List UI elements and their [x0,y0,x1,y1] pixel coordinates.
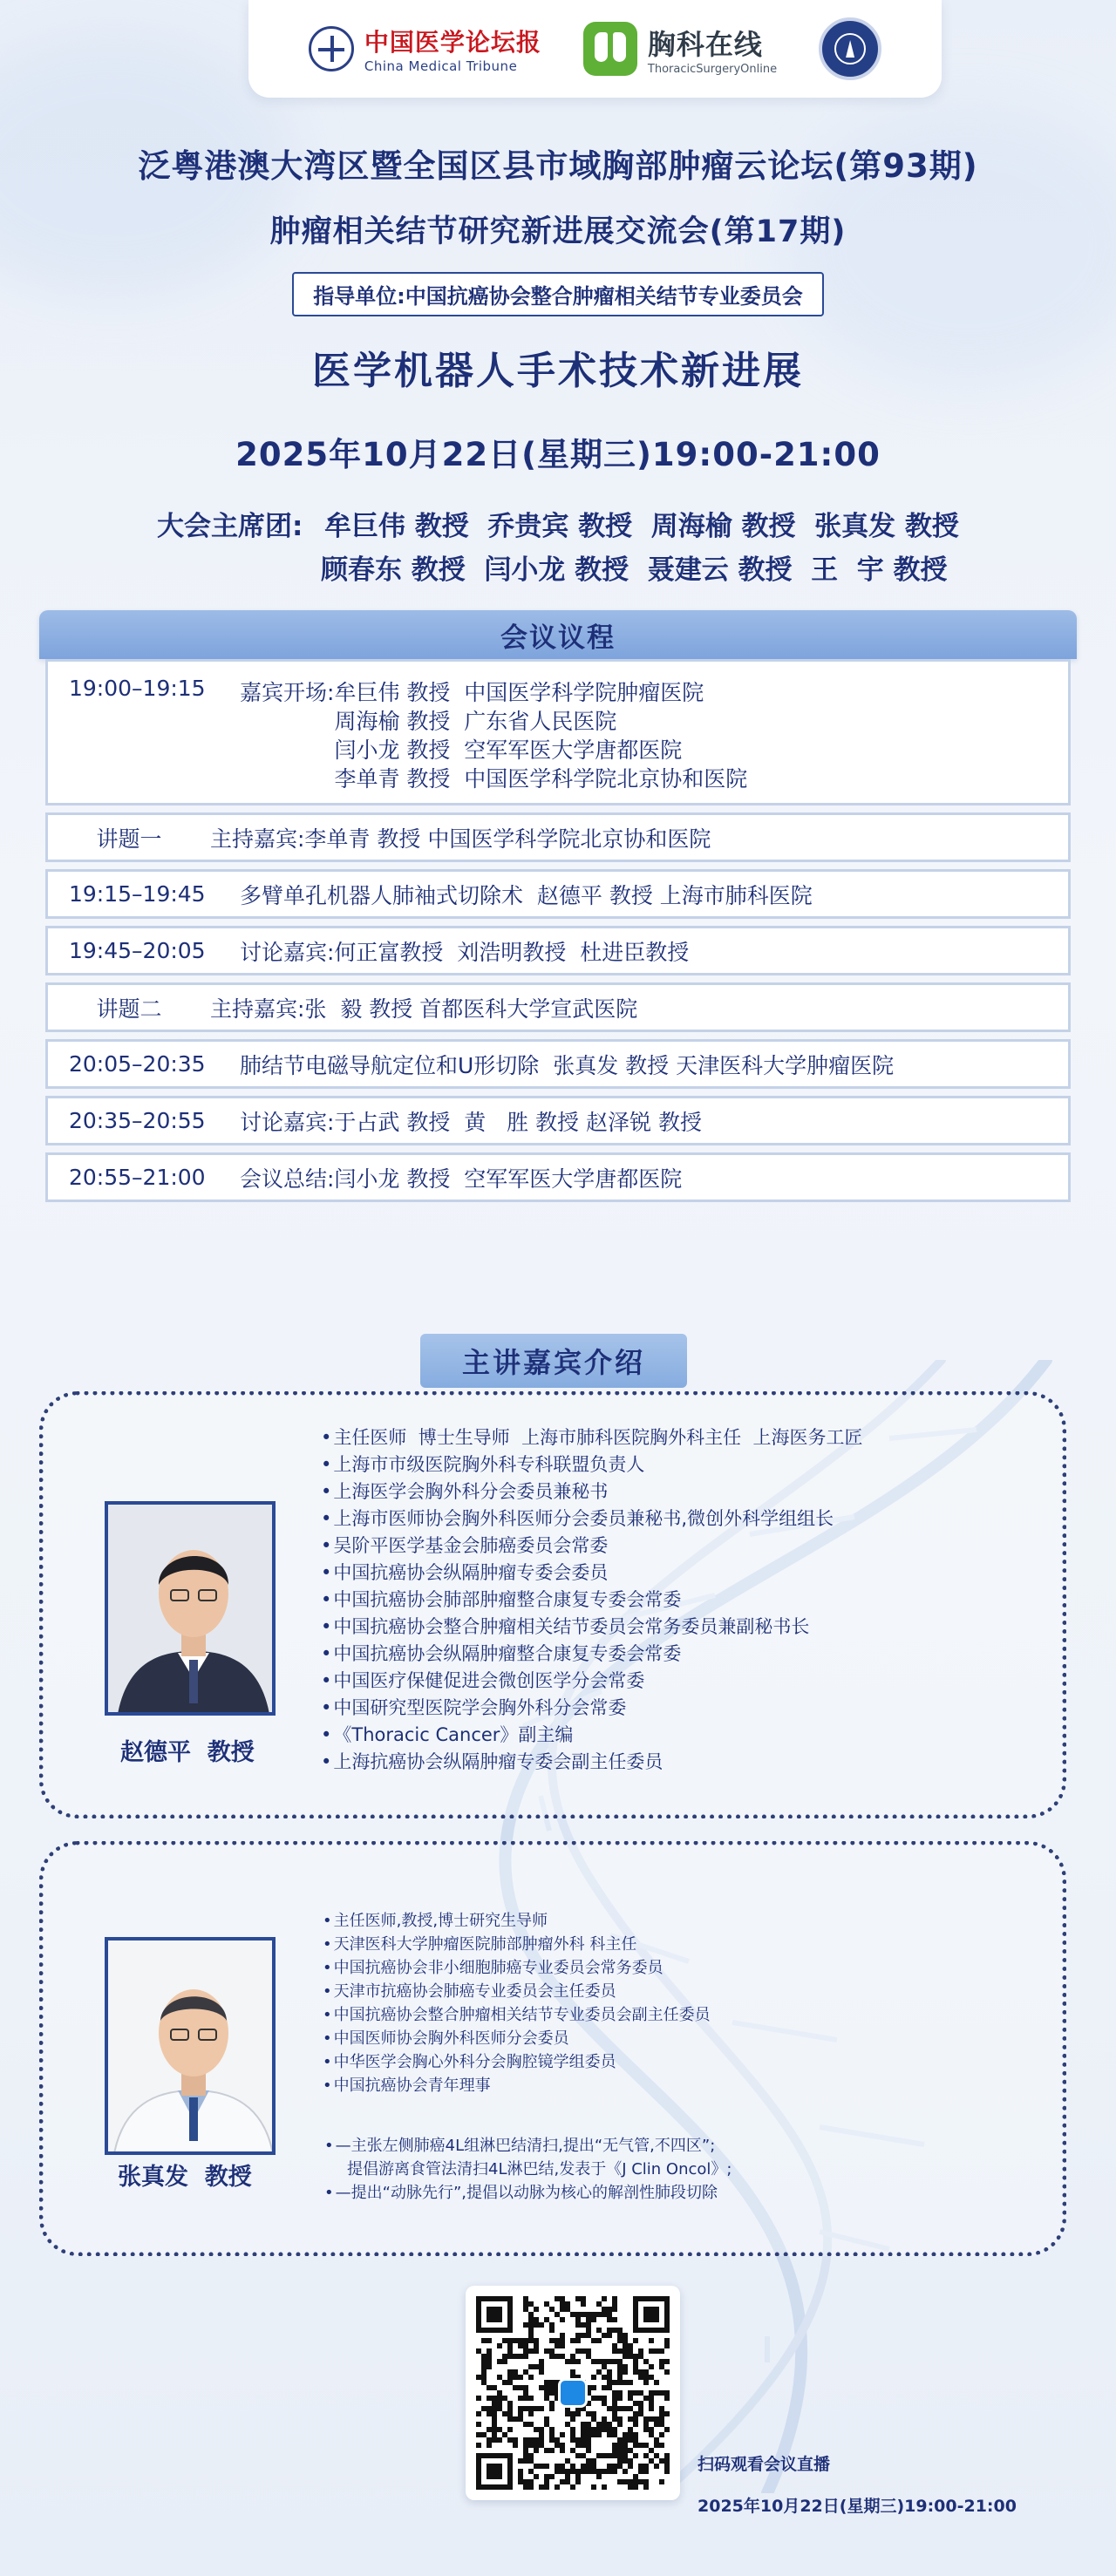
opening-speaker: 闫小龙 教授 空军军医大学唐都医院 [334,737,683,763]
agenda-time: 19:45–20:05 [69,938,206,963]
globe-icon [309,26,354,71]
agenda-table [45,659,1071,1209]
agenda-desc: 肺结节电磁导航定位和U形切除 张真发 教授 天津医科大学肿瘤医院 [240,1052,895,1078]
agenda-time: 20:55–21:00 [69,1165,206,1190]
presidium-label: 大会主席团: [157,510,303,542]
qr-caption: 扫码观看会议直播 [698,2455,831,2474]
guidance-unit: 指导单位:中国抗癌协会整合肿瘤相关结节专业委员会 [292,272,824,316]
person-portrait-icon [108,1505,276,1716]
logo-bar [248,0,942,98]
bio-item: • 上海医学会胸外科分会委员兼秘书 [321,1478,862,1505]
agenda-desc: 主持嘉宾:李单青 教授 中国医学科学院北京协和医院 [210,826,711,852]
agenda-time: 19:15–19:45 [69,881,206,907]
bio-item: • 中国抗癌协会纵隔肿瘤整合康复专委会常委 [321,1640,862,1667]
agenda-time: 20:05–20:35 [69,1051,206,1077]
achievement-item: 提倡游离食管法清扫4L淋巴结,发表于《J Clin Oncol》; [347,2160,732,2178]
presidium-line2: 顾春东 教授 闫小龙 教授 聂建云 教授 王 宇 教授 [321,554,948,586]
bio-item: • 《Thoracic Cancer》副主编 [321,1721,862,1748]
presidium [157,501,1029,588]
bio-item: • 中国抗癌协会整合肿瘤相关结节专业委员会副主任委员 [323,2002,711,2026]
agenda-time: 20:35–20:55 [69,1108,206,1133]
bio-item: • 中华医学会胸心外科分会胸腔镜学组委员 [323,2049,711,2073]
logo-name-en: China Medical Tribune [364,58,518,74]
bio-item: • 中国抗癌协会青年理事 [323,2073,711,2097]
speaker-card [39,1391,1066,1818]
bio-item: • 中国抗癌协会整合肿瘤相关结节委员会常务委员兼副秘书长 [321,1613,862,1640]
bio-item: • 中国抗癌协会非小细胞肺癌专业委员会常务委员 [323,1955,711,1979]
agenda-row [45,1039,1071,1089]
agenda-row-opening [45,659,1071,805]
society-emblem-logo [819,17,881,80]
logo-name-en: ThoracicSurgeryOnline [647,62,778,76]
live-app-icon [558,2378,588,2408]
event-title-line2: 肿瘤相关结节研究新进展交流会(第17期) [269,214,847,249]
china-medical-tribune-logo [309,24,541,74]
agenda-desc: 讨论嘉宾:于占武 教授 黄 胜 教授 赵泽锐 教授 [240,1109,702,1135]
logo-name-cn: 中国医学论坛报 [364,28,541,57]
thoracic-surgery-online-logo [583,22,777,76]
bio-item: • 天津市抗癌协会肺癌专业委员会主任委员 [323,1979,711,2002]
opening-speaker: 李单青 教授 中国医学科学院北京协和医院 [334,766,748,792]
bio-item: • 上海市医师协会胸外科医师分会委员兼秘书,微创外科学组组长 [321,1505,862,1532]
speaker-bio-list [321,1424,862,1775]
bio-item: • 中国抗癌协会肺部肿瘤整合康复专委会常委 [321,1586,862,1613]
speaker-achievements [324,2133,732,2204]
presidium-line1: 牟巨伟 教授 乔贵宾 教授 周海榆 教授 张真发 教授 [324,510,959,542]
agenda-row [45,869,1071,919]
lung-icon [583,22,637,76]
bio-item: • 主任医师 博士生导师 上海市肺科医院胸外科主任 上海医务工匠 [321,1424,862,1451]
event-titles [0,139,1116,475]
achievement-item: • —提出“动脉先行”,提倡以动脉为核心的解剖性肺段切除 [324,2180,732,2204]
speaker-name: 张真发 教授 [118,2164,252,2191]
bio-item: • 主任医师,教授,博士研究生导师 [323,1908,711,1932]
opening-speaker: 周海榆 教授 广东省人民医院 [334,709,617,734]
logo-name-cn: 胸科在线 [647,27,763,61]
agenda-row [45,982,1071,1032]
event-theme: 医学机器人手术技术新进展 [312,349,804,393]
agenda-heading: 会议议程 [39,610,1077,659]
bio-item: • 吴阶平医学基金会肺癌委员会常委 [321,1532,862,1559]
agenda-row [45,1152,1071,1202]
speaker-photo [105,1937,276,2155]
agenda-time: 讲题一 [96,826,162,852]
event-datetime: 2025年10月22日(星期三)19:00-21:00 [235,436,881,473]
bio-item: • 上海抗癌协会纵隔肿瘤专委会副主任委员 [321,1748,862,1775]
opening-label: 嘉宾开场: [240,680,335,705]
agenda-row [45,1096,1071,1145]
achievement-item: • —主张左侧肺癌4L组淋巴结清扫,提出“无气管,不四区”; [324,2133,732,2157]
bio-item: • 中国医疗保健促进会微创医学分会常委 [321,1667,862,1694]
bio-item: • 上海市市级医院胸外科专科联盟负责人 [321,1451,862,1478]
bio-item: • 中国研究型医院学会胸外科分会常委 [321,1694,862,1721]
qr-code[interactable] [466,2286,680,2500]
opening-speaker: 牟巨伟 教授 中国医学科学院肿瘤医院 [334,680,704,705]
agenda-row [45,926,1071,975]
speaker-name: 赵德平 教授 [120,1739,255,1766]
bio-item: • 中国医师协会胸外科医师分会委员 [323,2026,711,2049]
bio-item: • 天津医科大学肿瘤医院肺部肿瘤外科 科主任 [323,1932,711,1955]
speaker-photo [105,1501,276,1716]
agenda-row [45,812,1071,862]
agenda-desc: 主持嘉宾:张 毅 教授 首都医科大学宣武医院 [210,996,638,1022]
agenda-time: 19:00–19:15 [69,676,206,701]
speaker-bio-list [323,1908,711,2097]
event-title-line1: 泛粤港澳大湾区暨全国区县市域胸部肿瘤云论坛(第93期) [138,147,978,185]
bio-item: • 中国抗癌协会纵隔肿瘤专委会委员 [321,1559,862,1586]
agenda-desc: 讨论嘉宾:何正富教授 刘浩明教授 杜进臣教授 [240,939,690,965]
agenda-desc: 多臂单孔机器人肺袖式切除术 赵德平 教授 上海市肺科医院 [240,882,813,908]
qr-datetime: 2025年10月22日(星期三)19:00-21:00 [698,2497,1017,2516]
speakers-heading: 主讲嘉宾介绍 [420,1334,687,1388]
agenda-time: 讲题二 [96,996,162,1022]
agenda-desc: 会议总结:闫小龙 教授 空军军医大学唐都医院 [240,1166,683,1192]
speaker-card [39,1841,1066,2256]
person-portrait-icon [108,1940,276,2155]
